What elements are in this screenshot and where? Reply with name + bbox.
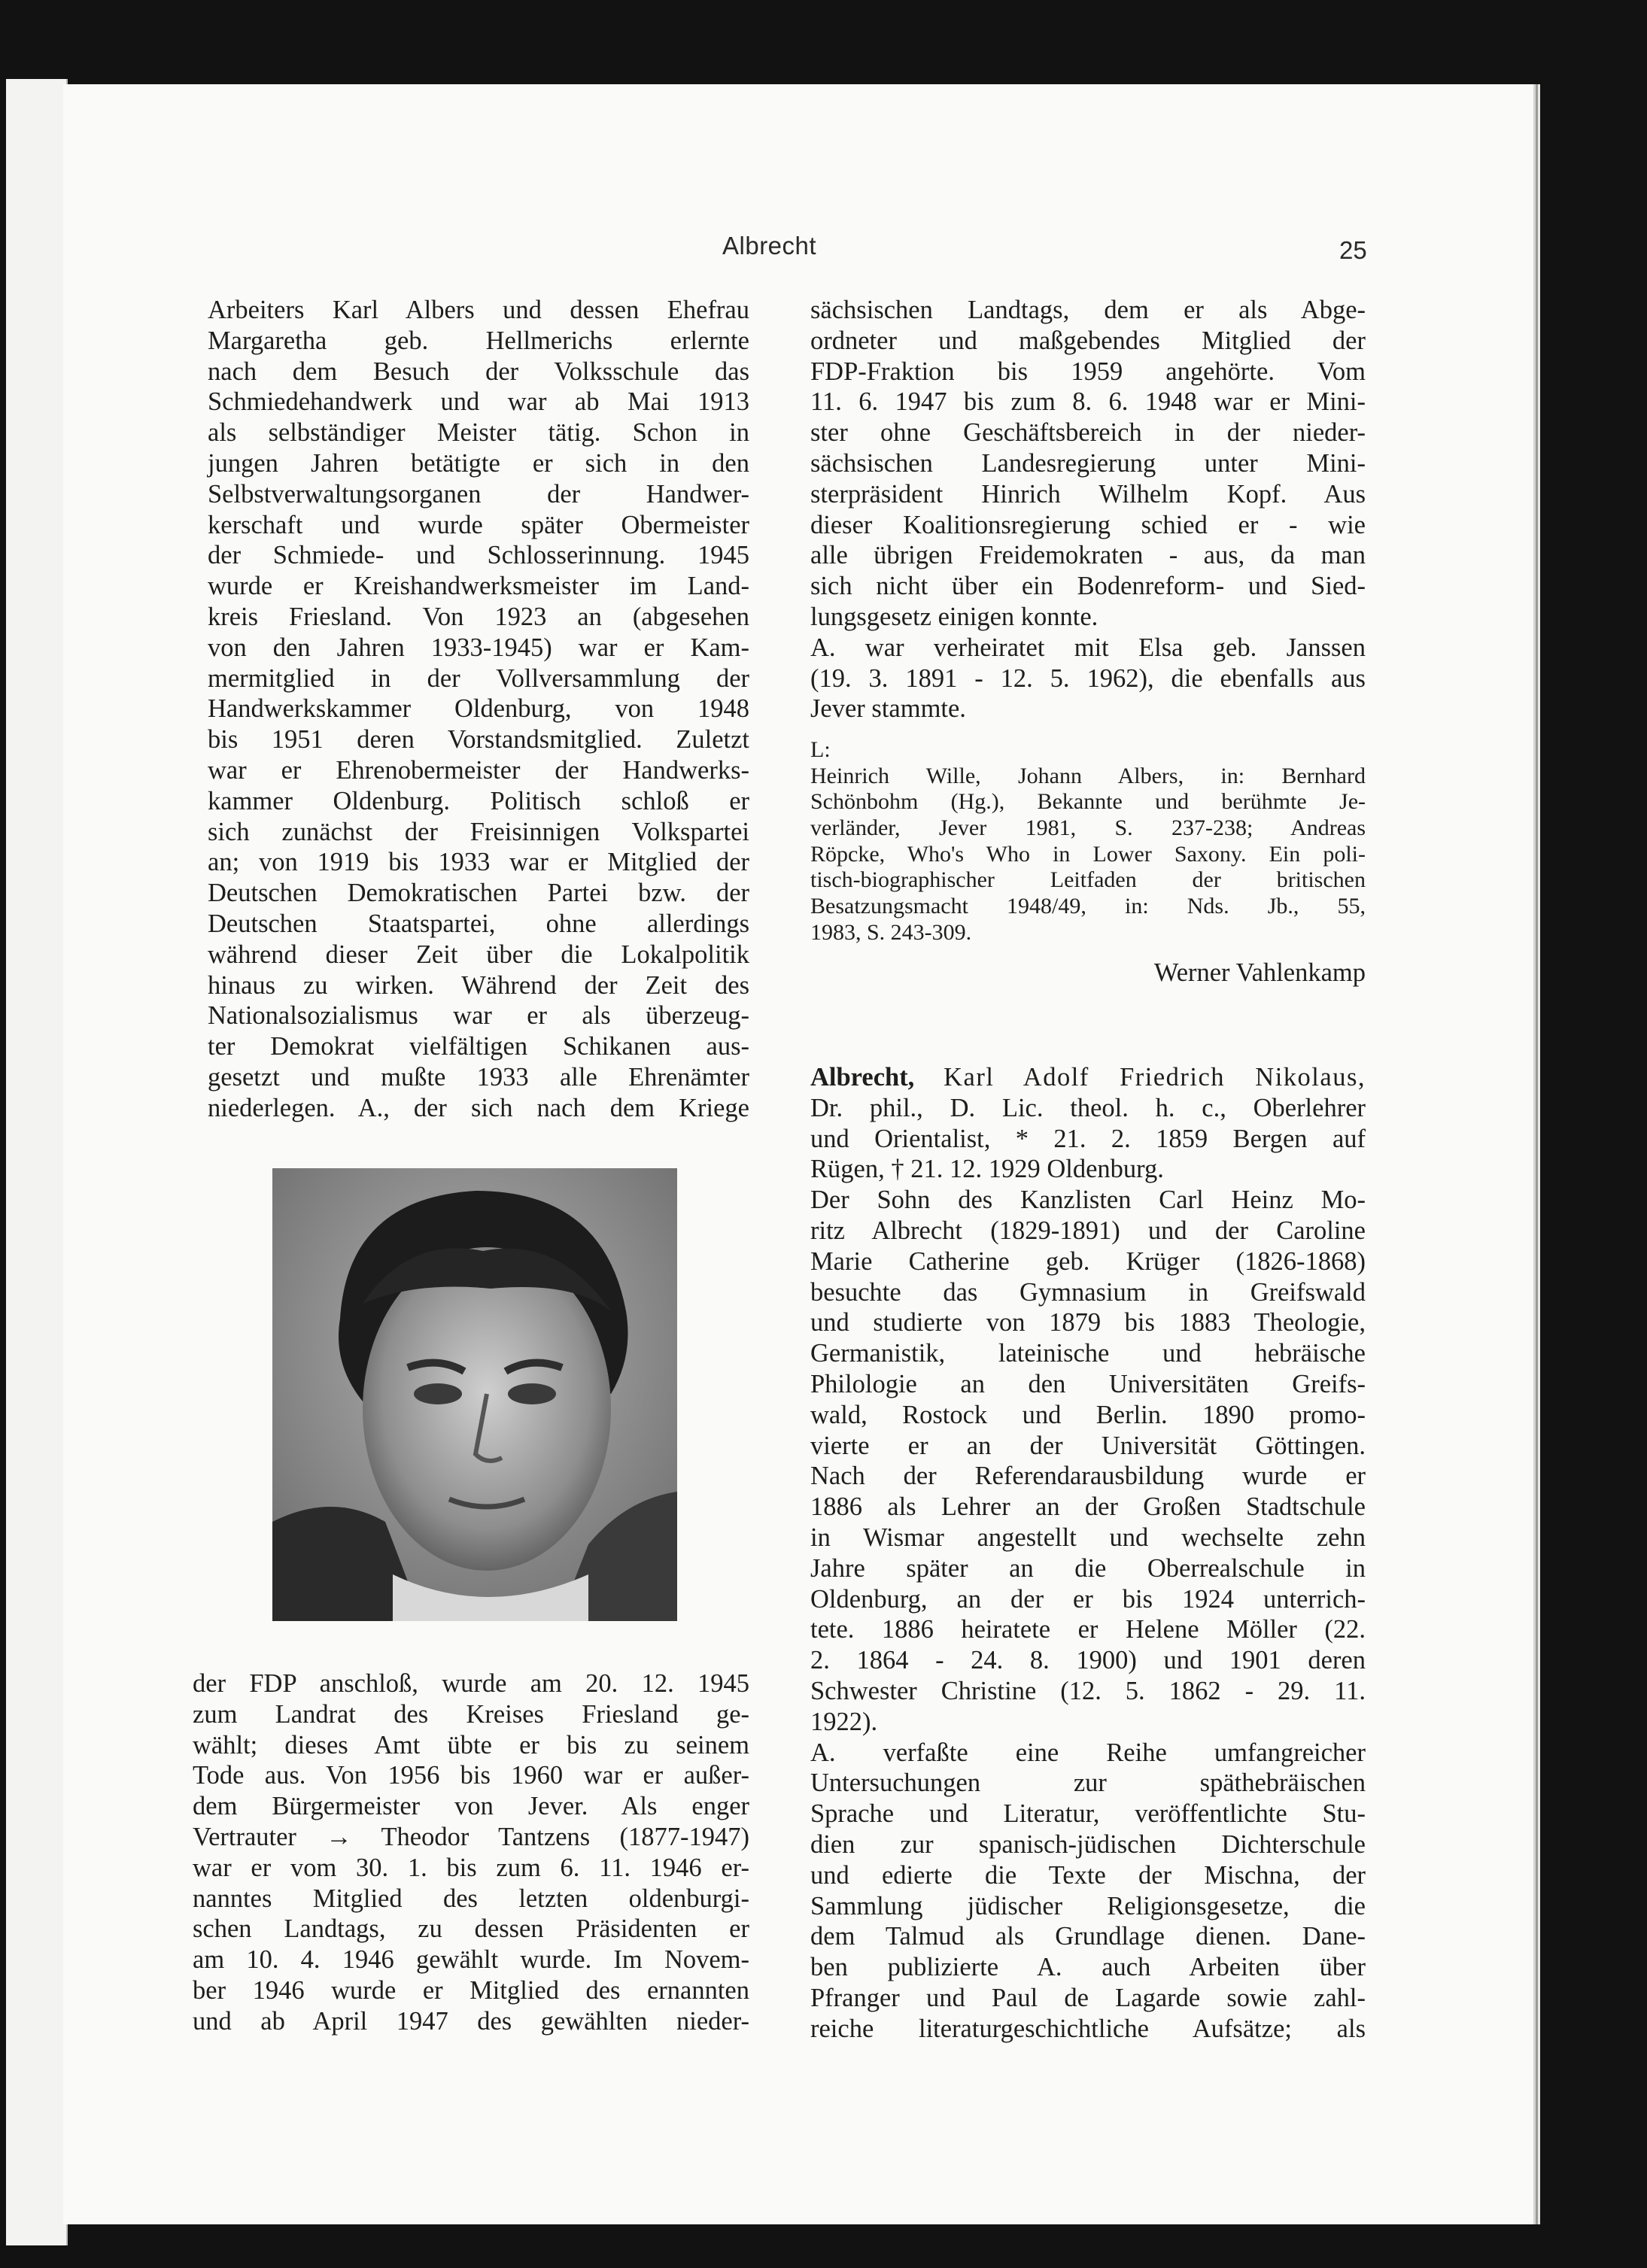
text-line: ritz Albrecht (1829-1891) und der Caroline bbox=[810, 1216, 1366, 1245]
text-line: verländer, Jever 1981, S. 237-238; Andreas bbox=[810, 815, 1366, 841]
text-line: Handwerkskammer Oldenburg, von 1948 bbox=[208, 694, 749, 724]
text-line: Arbeiters Karl Albers und dessen Ehefrau bbox=[208, 296, 749, 324]
text-line: der FDP anschloß, wurde am 20. 12. 1945 bbox=[193, 1669, 749, 1698]
albrecht-entry bbox=[810, 1062, 1366, 2045]
text-line: Vertrauter → Theodor Tantzens (1877-1947) bbox=[193, 1822, 749, 1851]
text-line: Schmiedehandwerk und war ab Mai 1913 bbox=[208, 387, 749, 417]
text-line: A. verfaßte eine Reihe umfangreicher bbox=[810, 1738, 1366, 1767]
text-line: schen Landtags, zu dessen Präsidenten er bbox=[193, 1914, 749, 1944]
text-line: Deutschen Demokratischen Partei bzw. der bbox=[208, 879, 749, 908]
left-column-bottom bbox=[193, 1668, 749, 2037]
text-line: 1886 als Lehrer an der Großen Stadtschule bbox=[810, 1492, 1366, 1522]
text-line: war er vom 30. 1. bis zum 6. 11. 1946 er- bbox=[193, 1853, 749, 1882]
right-column-top bbox=[810, 295, 1366, 724]
text-line: und ab April 1947 des gewählten nieder- bbox=[193, 2006, 749, 2036]
literature-label: L: bbox=[810, 737, 831, 762]
text-line: Sprache und Literatur, veröffentlichte Stu- bbox=[810, 1799, 1366, 1829]
text-line: Nach der Referendarausbildung wurde er bbox=[810, 1462, 1366, 1491]
text-line: während dieser Zeit über die Lokalpolitik bbox=[208, 940, 749, 969]
text-line: Sammlung jüdischer Religionsgesetze, die bbox=[810, 1891, 1366, 1920]
text-line: Tode aus. Von 1956 bis 1960 war er außer- bbox=[193, 1761, 749, 1790]
text-line: wurde er Kreishandwerksmeister im Land- bbox=[208, 572, 749, 601]
text-line: vierte er an der Universität Göttingen. bbox=[810, 1431, 1366, 1460]
text-line: Margaretha geb. Hellmerichs erlernte bbox=[208, 326, 749, 355]
entry-heading-rest: Karl Adolf Friedrich Nikolaus, bbox=[944, 1063, 1366, 1091]
text-line: sterpräsident Hinrich Wilhelm Kopf. Aus bbox=[810, 479, 1366, 509]
running-header: Albrecht bbox=[722, 232, 817, 260]
text-line: ben publizierte A. auch Arbeiten über bbox=[810, 1953, 1366, 1982]
text-line: war er Ehrenobermeister der Handwerks- bbox=[208, 755, 749, 785]
text-line: Schönbohm (Hg.), Bekannte und berühmte Je- bbox=[810, 789, 1366, 815]
text-line: tisch-biographischer Leitfaden der britischen bbox=[810, 867, 1366, 893]
text-line: der Schmiede- und Schlosserinnung. 1945 bbox=[208, 541, 749, 570]
text-line: Selbstverwaltungsorganen der Handwer- bbox=[208, 479, 749, 509]
article-author bbox=[810, 958, 1366, 988]
literature-section bbox=[810, 737, 1366, 946]
text-line: bis 1951 deren Vorstandsmitglied. Zuletzt bbox=[208, 725, 749, 754]
text-line: Jever stammte. bbox=[810, 694, 966, 724]
text-line: dem Bürgermeister von Jever. Als enger bbox=[193, 1792, 749, 1821]
text-line: und studierte von 1879 bis 1883 Theologie, bbox=[810, 1308, 1366, 1337]
text-line: A. war verheiratet mit Elsa geb. Janssen bbox=[810, 633, 1366, 662]
text-line: Nationalsozialismus war er als überzeug- bbox=[208, 1001, 749, 1031]
text-line: an; von 1919 bis 1933 war er Mitglied der bbox=[208, 848, 749, 877]
text-line: mermitglied in der Vollversammlung der bbox=[208, 663, 749, 693]
left-page-edge bbox=[6, 79, 68, 2245]
text-line: ordneter und maßgebendes Mitglied der bbox=[810, 326, 1366, 355]
text-line: Germanistik, lateinische und hebräische bbox=[810, 1339, 1366, 1368]
text-line: Besatzungsmacht 1948/49, in: Nds. Jb., 55, bbox=[810, 894, 1366, 919]
text-line: ber 1946 wurde er Mitglied des ernannten bbox=[193, 1975, 749, 2005]
text-line: tete. 1886 heiratete er Helene Möller (22. bbox=[810, 1615, 1366, 1644]
text-line: kammer Oldenburg. Politisch schloß er bbox=[208, 786, 749, 815]
text-line: kreis Friesland. Von 1923 an (abgesehen bbox=[208, 602, 749, 631]
text-line: sich nicht über ein Bodenreform- und Sied- bbox=[810, 572, 1366, 601]
text-line: Heinrich Wille, Johann Albers, in: Bernhard bbox=[810, 763, 1366, 788]
text-line: als selbständiger Meister tätig. Schon in bbox=[208, 418, 749, 448]
text-line: und edierte die Texte der Mischna, der bbox=[810, 1860, 1366, 1890]
text-line: FDP-Fraktion bis 1959 angehörte. Vom bbox=[810, 357, 1366, 386]
text-line: wald, Rostock und Berlin. 1890 promo- bbox=[810, 1400, 1366, 1429]
text-line: Rügen, † 21. 12. 1929 Oldenburg. bbox=[810, 1155, 1164, 1184]
text-line: Oldenburg, an der er bis 1924 unterrich- bbox=[810, 1584, 1366, 1614]
text-line: kerschaft und wurde später Obermeister bbox=[208, 510, 749, 539]
text-line: dem Talmud als Grundlage dienen. Dane- bbox=[810, 1922, 1366, 1951]
text-line: sich zunächst der Freisinnigen Volkspartei bbox=[208, 817, 749, 846]
text-line: Untersuchungen zur späthebräischen bbox=[810, 1769, 1366, 1798]
text-line: besuchte das Gymnasium in Greifswald bbox=[810, 1277, 1366, 1307]
text-line: und Orientalist, * 21. 2. 1859 Bergen auf bbox=[810, 1124, 1366, 1153]
text-line: Schwester Christine (12. 5. 1862 - 29. 11. bbox=[810, 1676, 1366, 1705]
text-line: am 10. 4. 1946 gewählt wurde. Im Novem- bbox=[193, 1945, 749, 1975]
entry-name: Albrecht, bbox=[810, 1063, 915, 1091]
entry-heading-line bbox=[810, 1062, 1366, 1093]
text-line: Röpcke, Who's Who in Lower Saxony. Ein poli- bbox=[810, 841, 1366, 867]
author-name: Werner Vahlenkamp bbox=[1153, 958, 1366, 987]
text-line: hinaus zu wirken. Während der Zeit des bbox=[208, 970, 749, 1000]
text-line: jungen Jahren betätigte er sich in den bbox=[208, 448, 749, 478]
text-line: in Wismar angestellt und wechselte zehn bbox=[810, 1523, 1366, 1552]
text-line: Deutschen Staatspartei, ohne allerdings bbox=[208, 909, 749, 938]
text-line: Jahre später an die Oberrealschule in bbox=[810, 1553, 1366, 1583]
text-line: 2. 1864 - 24. 8. 1900) und 1901 deren bbox=[810, 1646, 1366, 1675]
text-line: (19. 3. 1891 - 12. 5. 1962), die ebenfalls aus bbox=[810, 663, 1366, 693]
text-line: Der Sohn des Kanzlisten Carl Heinz Mo- bbox=[810, 1186, 1366, 1215]
text-line: dien zur spanisch-jüdischen Dichterschule bbox=[810, 1829, 1366, 1859]
text-line: niederlegen. A., der sich nach dem Kriege bbox=[208, 1093, 749, 1122]
text-line: nach dem Besuch der Volksschule das bbox=[208, 357, 749, 386]
text-line: lungsgesetz einigen konnte. bbox=[810, 602, 1099, 631]
text-line: nanntes Mitglied des letzten oldenburgi- bbox=[193, 1884, 749, 1913]
text-line: zum Landrat des Kreises Friesland ge- bbox=[193, 1699, 749, 1729]
text-line: dieser Koalitionsregierung schied er - wie bbox=[810, 510, 1366, 539]
text-line: Pfranger und Paul de Lagarde sowie zahl- bbox=[810, 1983, 1366, 2012]
text-line: Marie Catherine geb. Krüger (1826-1868) bbox=[810, 1246, 1366, 1276]
left-column-top bbox=[208, 295, 749, 1124]
text-line: Philologie an den Universitäten Greifs- bbox=[810, 1369, 1366, 1398]
text-line: sächsischen Landtags, dem er als Abge- bbox=[810, 296, 1366, 324]
text-line: von den Jahren 1933-1945) war er Kam- bbox=[208, 633, 749, 662]
text-line: gesetzt und mußte 1933 alle Ehrenämter bbox=[208, 1062, 749, 1091]
page-number: 25 bbox=[1339, 236, 1367, 264]
text-line: 1922). bbox=[810, 1707, 878, 1736]
text-line: ster ohne Geschäftsbereich in der nieder- bbox=[810, 418, 1366, 448]
text-line: ter Demokrat vielfältigen Schikanen aus- bbox=[208, 1032, 749, 1061]
text-line: alle übrigen Freidemokraten - aus, da man bbox=[810, 541, 1366, 570]
text-line: 1983, S. 243-309. bbox=[810, 919, 972, 945]
text-line: 11. 6. 1947 bis zum 8. 6. 1948 war er Mini- bbox=[810, 387, 1366, 417]
text-line: wählt; dieses Amt übte er bis zu seinem bbox=[193, 1730, 749, 1759]
portrait-photo bbox=[272, 1168, 677, 1621]
text-line: Dr. phil., D. Lic. theol. h. c., Oberlehrer bbox=[810, 1093, 1366, 1122]
text-line: sächsischen Landesregierung unter Mini- bbox=[810, 448, 1366, 478]
text-line: reiche literaturgeschichtliche Aufsätze; als bbox=[810, 2014, 1366, 2043]
